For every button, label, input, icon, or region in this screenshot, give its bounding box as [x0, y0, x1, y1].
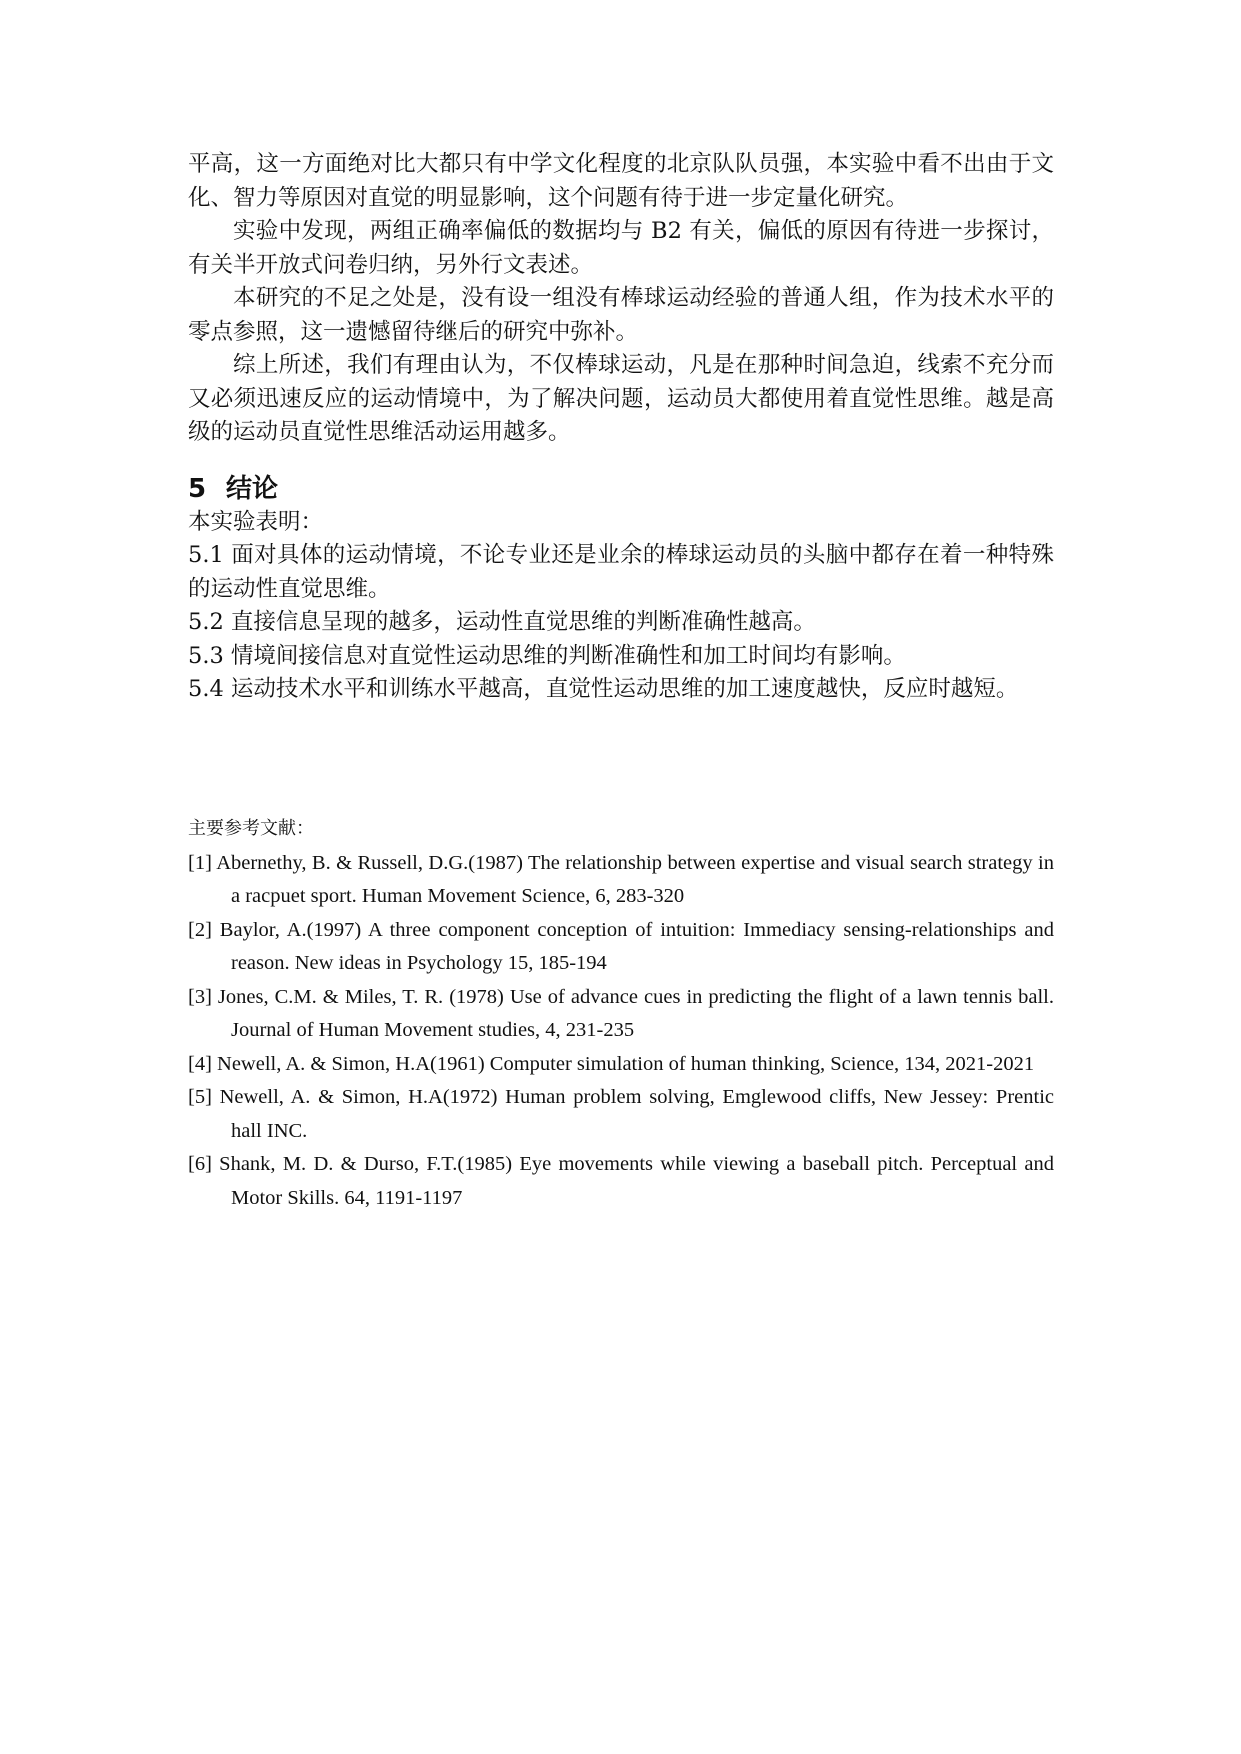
references-title: 主要参考文献： [188, 817, 314, 839]
conclusion-item-5-1: 5.1 面对具体的运动情境，不论专业还是业余的棒球运动员的头脑中都存在着一种特殊的运动性直觉思维。 [188, 542, 1054, 602]
paragraph-summary: 综上所述，我们有理由认为，不仅棒球运动，凡是在那种时间急迫，线索不充分而又必须迅速反应的运动情境中，为了解决问题，运动员大都使用着直觉性思维。越是高级的运动员直觉性思维活动运用越多。 [188, 352, 1054, 445]
reference-item: [2] Baylor, A.(1997) A three component conception of intuition: Immediacy sensing-relationships and reason. New ideas in Psychology 15, 185-194 [188, 918, 1054, 974]
section-title: 结论 [226, 473, 279, 504]
conclusion-item-5-4: 5.4 运动技术水平和训练水平越高，直觉性运动思维的加工速度越快，反应时越短。 [188, 676, 1019, 702]
conclusion-item-5-2: 5.2 直接信息呈现的越多，运动性直觉思维的判断准确性越高。 [188, 609, 816, 635]
conclusion-item-5-3: 5.3 情境间接信息对直觉性运动思维的判断准确性和加工时间均有影响。 [188, 642, 906, 669]
reference-item: [3] Jones, C.M. & Miles, T. R. (1978) Use of advance cues in predicting the flight of a lawn tennis ball. Journal of Human Movement studies, 4, 231-235 [188, 985, 1054, 1041]
reference-item: [1] Abernethy, B. & Russell, D.G.(1987) The relationship between expertise and visual search strategy in a racpuet sport. Human Movement Science, 6, 283-320 [188, 851, 1054, 907]
section-heading-conclusion [188, 472, 1054, 506]
paragraph-limitation: 本研究的不足之处是，没有设一组没有棒球运动经验的普通人组，作为技术水平的零点参照，这一遗憾留待继后的研究中弥补。 [188, 285, 1054, 345]
reference-item: [6] Shank, M. D. & Durso, F.T.(1985) Eye movements while viewing a baseball pitch. Perceptual and Motor Skills. 64, 1191-1197 [188, 1153, 1054, 1209]
conclusion-intro: 本实验表明： [188, 508, 324, 535]
reference-item: [4] Newell, A. & Simon, H.A(1961) Computer simulation of human thinking, Science, 134, 2021-2021 [188, 1052, 1035, 1075]
paragraph-continued: 平高，这一方面绝对比大都只有中学文化程度的北京队队员强，本实验中看不出由于文化、智力等原因对直觉的明显影响，这个问题有待于进一步定量化研究。 [188, 151, 1054, 211]
reference-item: [5] Newell, A. & Simon, H.A(1972) Human problem solving, Emglewood cliffs, New Jessey: Prentic hall INC. [188, 1086, 1054, 1142]
document-page [188, 148, 1054, 1215]
section-number: 5 [188, 473, 207, 504]
paragraph-b2-finding: 实验中发现，两组正确率偏低的数据均与 B2 有关，偏低的原因有待进一步探讨，有关半开放式问卷归纳，另外行文表述。 [188, 218, 1054, 278]
